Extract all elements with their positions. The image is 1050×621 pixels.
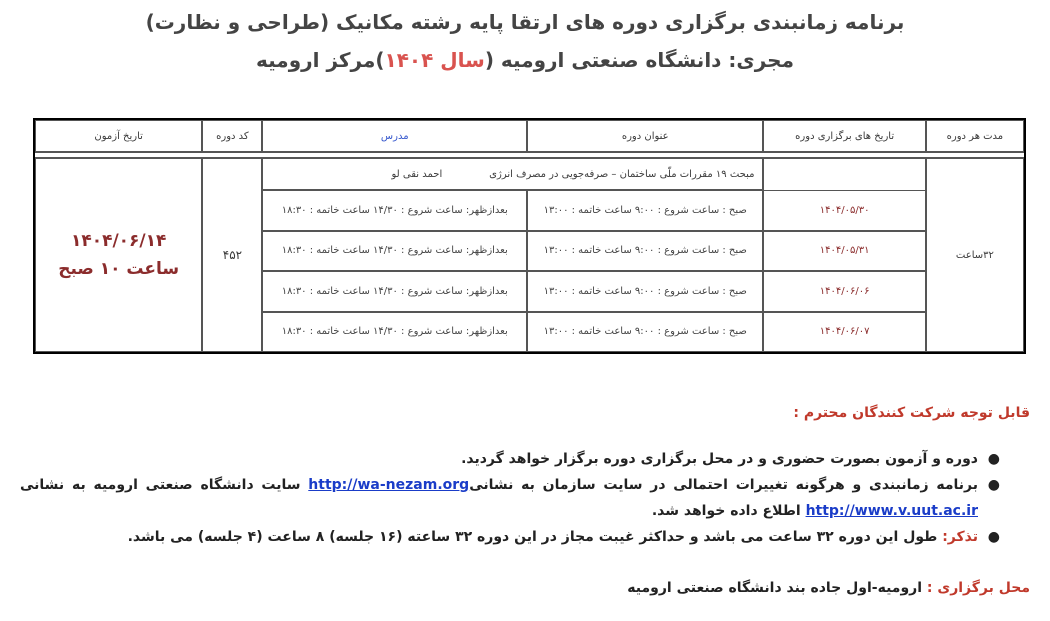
course-title: مبحث ۱۹ مقررات ملّی ساختمان – صرفه‌جویی در مصرف انرژی: [489, 168, 755, 180]
page-subtitle: [0, 48, 1050, 72]
header-exam: تاریخ آزمون: [35, 120, 202, 152]
venue-text: ارومیه-اول جاده بند دانشگاه صنعتی ارومیه: [627, 580, 927, 596]
course-duration: ۳۲ساعت: [926, 158, 1024, 352]
subtitle-suffix: )مرکز ارومیه: [256, 48, 385, 72]
exam-cell: [35, 158, 202, 352]
notes-list: [20, 446, 1030, 550]
list-item: [20, 446, 1030, 472]
session-afternoon: بعدازظهر: ساعت شروع : ۱۴/۳۰ ساعت خاتمه : ۱۸:۳۰: [262, 190, 527, 231]
bullet-icon: ●: [987, 451, 1000, 467]
list-item: [20, 524, 1030, 550]
header-dates: تاریخ های برگزاری دوره: [763, 120, 925, 152]
session-date: ۱۴۰۴/۰۵/۳۱: [763, 231, 925, 272]
session-morning: صبح : ساعت شروع : ۹:۰۰ ساعت خاتمه : ۱۳:۰۰: [527, 271, 763, 312]
session-morning: صبح : ساعت شروع : ۹:۰۰ ساعت خاتمه : ۱۳:۰۰: [527, 312, 763, 353]
org-site-link[interactable]: http://wa-nezam.org: [308, 477, 470, 493]
header-teacher: مدرس: [262, 120, 527, 152]
note-text: دوره و آزمون بصورت حضوری و در محل برگزاری دوره برگزار خواهد گردید.: [461, 451, 978, 467]
schedule-table: [33, 118, 1026, 354]
notice-heading: قابل توجه شرکت کنندگان محترم :: [793, 405, 1030, 421]
header-title: عنوان دوره: [527, 120, 763, 152]
course-teacher: احمد نقی لو: [391, 168, 443, 180]
session-afternoon: بعدازظهر: ساعت شروع : ۱۴/۳۰ ساعت خاتمه : ۱۸:۳۰: [262, 271, 527, 312]
session-date: ۱۴۰۴/۰۵/۳۰: [763, 190, 925, 231]
note-text: سایت دانشگاه صنعتی ارومیه به نشانی: [20, 477, 309, 493]
session-morning: صبح : ساعت شروع : ۹:۰۰ ساعت خاتمه : ۱۳:۰۰: [527, 190, 763, 231]
course-title-row: [35, 158, 1024, 190]
course-code: ۴۵۲: [202, 158, 262, 352]
session-afternoon: بعدازظهر: ساعت شروع : ۱۴/۳۰ ساعت خاتمه : ۱۸:۳۰: [262, 231, 527, 272]
note-text: اطلاع داده خواهد شد.: [651, 503, 806, 519]
reminder-label: تذکر:: [942, 529, 978, 545]
subtitle-prefix: مجری: دانشگاه صنعتی ارومیه (: [484, 48, 794, 72]
blank-cell: [763, 158, 925, 190]
header-duration: مدت هر دوره: [926, 120, 1024, 152]
subtitle-year: سال ۱۴۰۴: [384, 48, 485, 72]
session-morning: صبح : ساعت شروع : ۹:۰۰ ساعت خاتمه : ۱۳:۰۰: [527, 231, 763, 272]
note-text: برنامه زمانبندی و هرگونه تغییرات احتمالی در سایت سازمان به نشانی: [469, 477, 978, 493]
session-date: ۱۴۰۴/۰۶/۰۷: [763, 312, 925, 353]
venue-label: محل برگزاری :: [926, 580, 1030, 596]
list-item: [20, 472, 1030, 524]
session-date: ۱۴۰۴/۰۶/۰۶: [763, 271, 925, 312]
header-code: کد دوره: [202, 120, 262, 152]
bullet-icon: ●: [987, 477, 1000, 493]
page-title: برنامه زمانبندی برگزاری دوره های ارتقا پایه رشته مکانیک (طراحی و نظارت): [145, 10, 905, 34]
exam-time: ساعت ۱۰ صبح: [58, 259, 180, 279]
session-afternoon: بعدازظهر: ساعت شروع : ۱۴/۳۰ ساعت خاتمه : ۱۸:۳۰: [262, 312, 527, 353]
course-title-cell: [262, 158, 763, 190]
university-site-link[interactable]: http://www.v.uut.ac.ir: [805, 503, 978, 519]
exam-date: ۱۴۰۴/۰۶/۱۴: [70, 231, 167, 251]
bullet-icon: ●: [987, 529, 1000, 545]
venue-line: [10, 580, 1030, 596]
table-header-row: [35, 120, 1024, 152]
note-text: طول این دوره ۳۲ ساعت می باشد و حداکثر غیبت مجاز در این دوره ۳۲ ساعته (۱۶ جلسه) ۸ ساعت (۴ جلسه) می باشد.: [127, 529, 943, 545]
